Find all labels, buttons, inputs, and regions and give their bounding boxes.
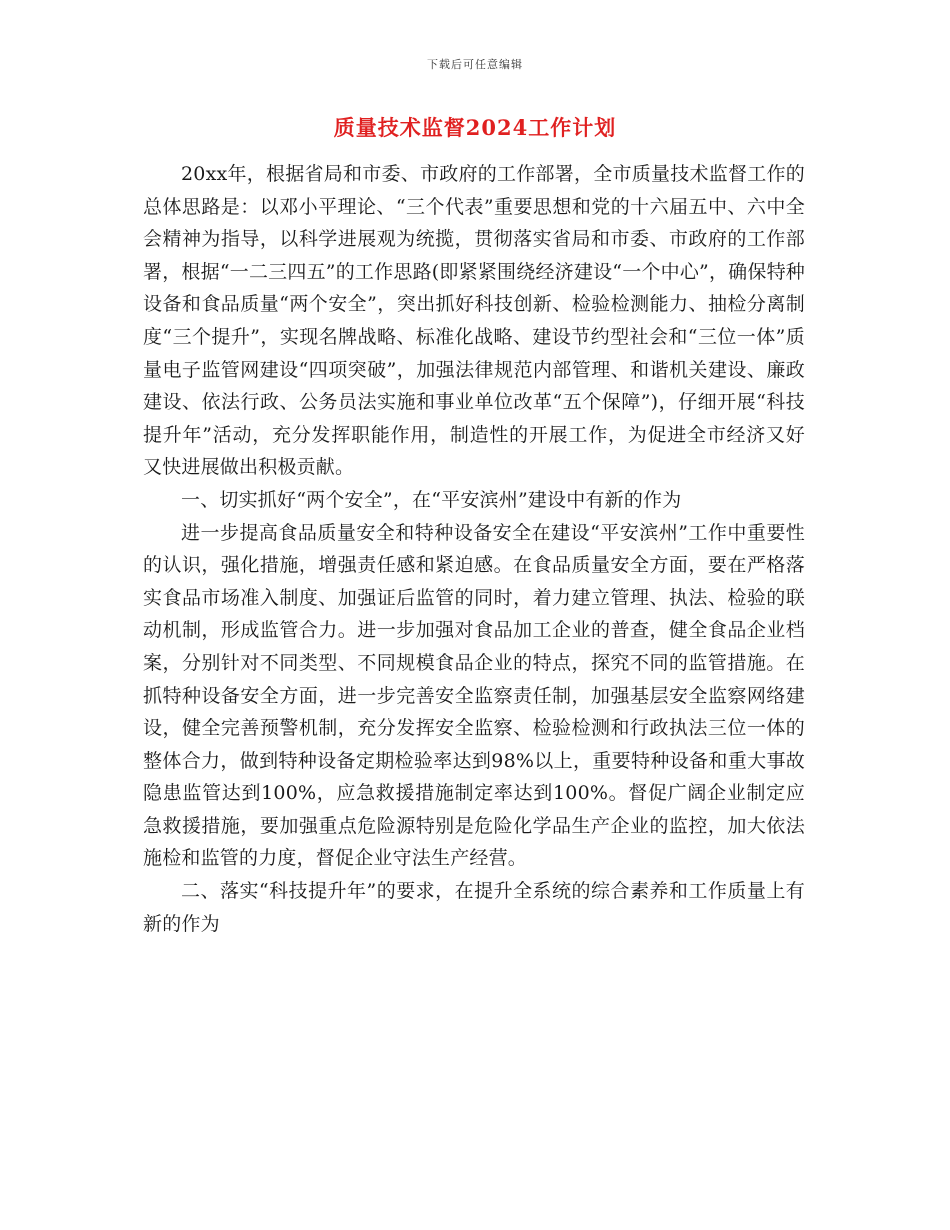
- page-header-note: 下载后可任意编辑: [427, 58, 523, 71]
- paragraph-intro: 20xx年，根据省局和市委、市政府的工作部署，全市质量技术监督工作的总体思路是：以邓小平理论、“三个代表”重要思想和党的十六届五中、六中全会精神为指导，以科学进展观为统揽，贯彻落实省局和市委、市政府的工作部署，根据“一二三四五”的工作思路(即紧紧围绕经济建设“一个中心”，确保特种设备和食品质量“两个安全”，突出抓好科技创新、检验检测能力、抽检分离制度“三个提升”，实现名牌战略、标准化战略、建设节约型社会和“三位一体”质量电子监管网建设“四项突破”，加强法律规范内部管理、和谐机关建设、廉政建设、依法行政、公务员法实施和事业单位改革“五个保障”)，仔细开展“科技提升年”活动，充分发挥职能作用，制造性的开展工作，为促进全市经济又好又快进展做出积极贡献。: [143, 163, 805, 479]
- section-heading-2: 二、落实“科技提升年”的要求，在提升全系统的综合素养和工作质量上有新的作为: [143, 880, 805, 935]
- paragraph-section-1: 进一步提高食品质量安全和特种设备安全在建设“平安滨州”工作中重要性的认识，强化措施，增强责任感和紧迫感。在食品质量安全方面，要在严格落实食品市场准入制度、加强证后监管的同时，着力建立管理、执法、检验的联动机制，形成监管合力。进一步加强对食品加工企业的普查，健全食品企业档案，分别针对不同类型、不同规模食品企业的特点，探究不同的监管措施。在抓特种设备安全方面，进一步完善安全监察责任制，加强基层安全监察网络建设，健全完善预警机制，充分发挥安全监察、检验检测和行政执法三位一体的整体合力，做到特种设备定期检验率达到98%以上，重要特种设备和重大事故隐患监管达到100%，应急救援措施制定率达到100%。督促广阔企业制定应急救援措施，要加强重点危险源特别是危险化学品生产企业的监控，加大依法施检和监管的力度，督促企业守法生产经营。: [143, 521, 805, 870]
- section-heading-1: 一、切实抓好“两个安全”，在“平安滨州”建设中有新的作为: [181, 488, 682, 511]
- document-title: 质量技术监督2024工作计划: [333, 115, 617, 140]
- document-body: [143, 158, 805, 940]
